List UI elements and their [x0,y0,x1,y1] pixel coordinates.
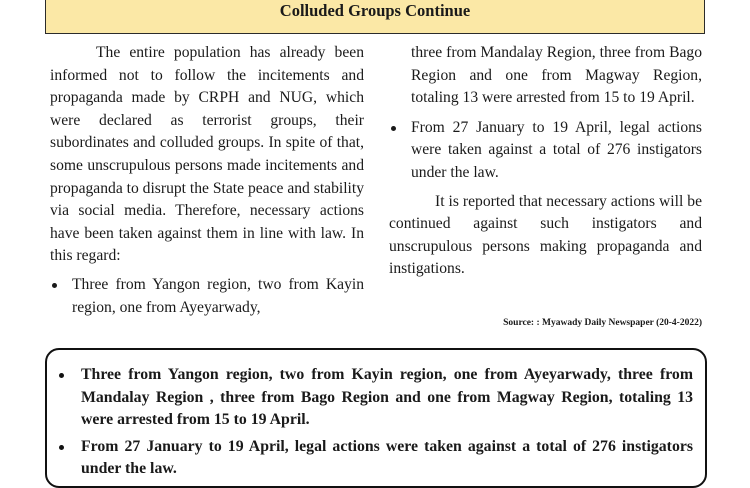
bullet-icon [52,283,57,288]
summary-box [45,348,707,488]
summary-item [59,364,693,432]
article-title-line-2: Colluded Groups Continue [279,1,471,20]
left-column [50,42,364,319]
bullet-icon [391,126,396,131]
summary-text: Three from Yangon region, two from Kayin region, one from Ayeyarwady, three from Mandalay Region , three from Bago Region and one from Magway Region, totaling 13 were arrested from 15 to 19 April. [81,366,693,429]
right-bullet-list [389,42,702,185]
list-item [50,274,364,319]
bullet-text: Three from Yangon region, two from Kayin region, one from Ayeyarwady, [72,275,364,316]
closing-paragraph: It is reported that necessary actions will be continued against such instigators and unscrupulous persons making propaganda and instigations. [389,192,702,278]
bullet-text: three from Mandalay Region, three from Bago Region and one from Magway Region, totaling 13 were arrested from 15 to 19 April. [411,44,702,107]
summary-list [59,364,693,481]
source-citation: Source: : Myawady Daily Newspaper (20-4-2022) [503,318,702,328]
article-title-box [45,0,705,34]
bullet-icon [59,373,64,378]
right-column [389,42,702,281]
intro-paragraph: The entire population has already been informed not to follow the incitements and propaganda made by CRPH and NUG, which were declared as terrorist groups, their subordinates and colluded groups. In spite of that, some unscrupulous persons made incitements and propaganda to disrupt the State peace and stability via social media. Therefore, necessary actions have been taken against them in line with law. In this regard: [50,44,364,265]
summary-text: From 27 January to 19 April, legal actions were taken against a total of 276 instigators under the law. [81,437,693,478]
bullet-icon [59,445,64,450]
left-bullet-list [50,274,364,319]
summary-item [59,436,693,481]
list-item-continued [389,42,702,110]
bullet-text: From 27 January to 19 April, legal actions were taken against a total of 276 instigators under the law. [411,118,702,181]
list-item [389,117,702,185]
